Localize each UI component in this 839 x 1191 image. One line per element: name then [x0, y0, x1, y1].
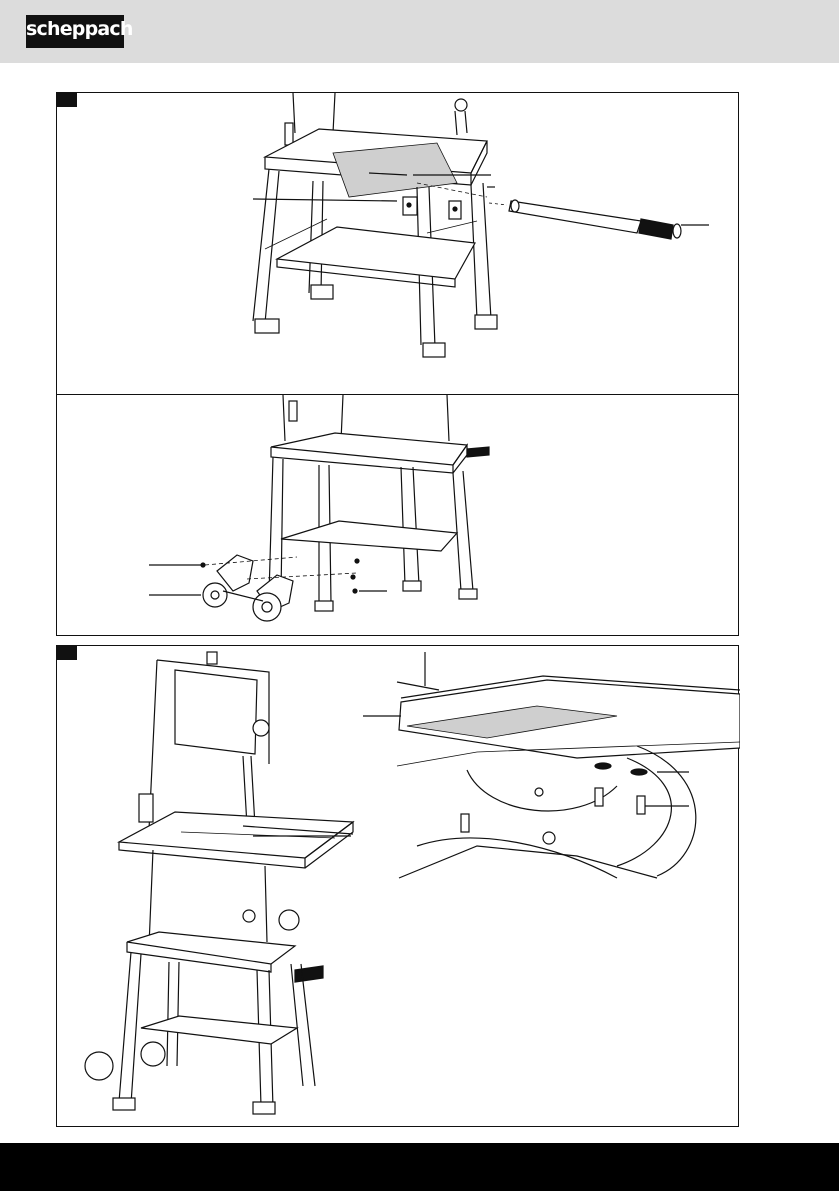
figure-panel-wheels	[56, 394, 739, 636]
table-underside-detail	[363, 652, 740, 878]
page-header	[0, 0, 839, 63]
figure-panel-handle	[56, 92, 739, 395]
page-footer	[0, 1143, 839, 1191]
brand-logo-text: scheppach	[26, 18, 133, 40]
figure-panel-table	[56, 645, 739, 1127]
brand-logo	[26, 15, 133, 48]
stand-wheels-illustration	[57, 395, 740, 637]
stand-handle-illustration	[57, 93, 740, 396]
bandsaw-table-illustration	[57, 646, 740, 1128]
